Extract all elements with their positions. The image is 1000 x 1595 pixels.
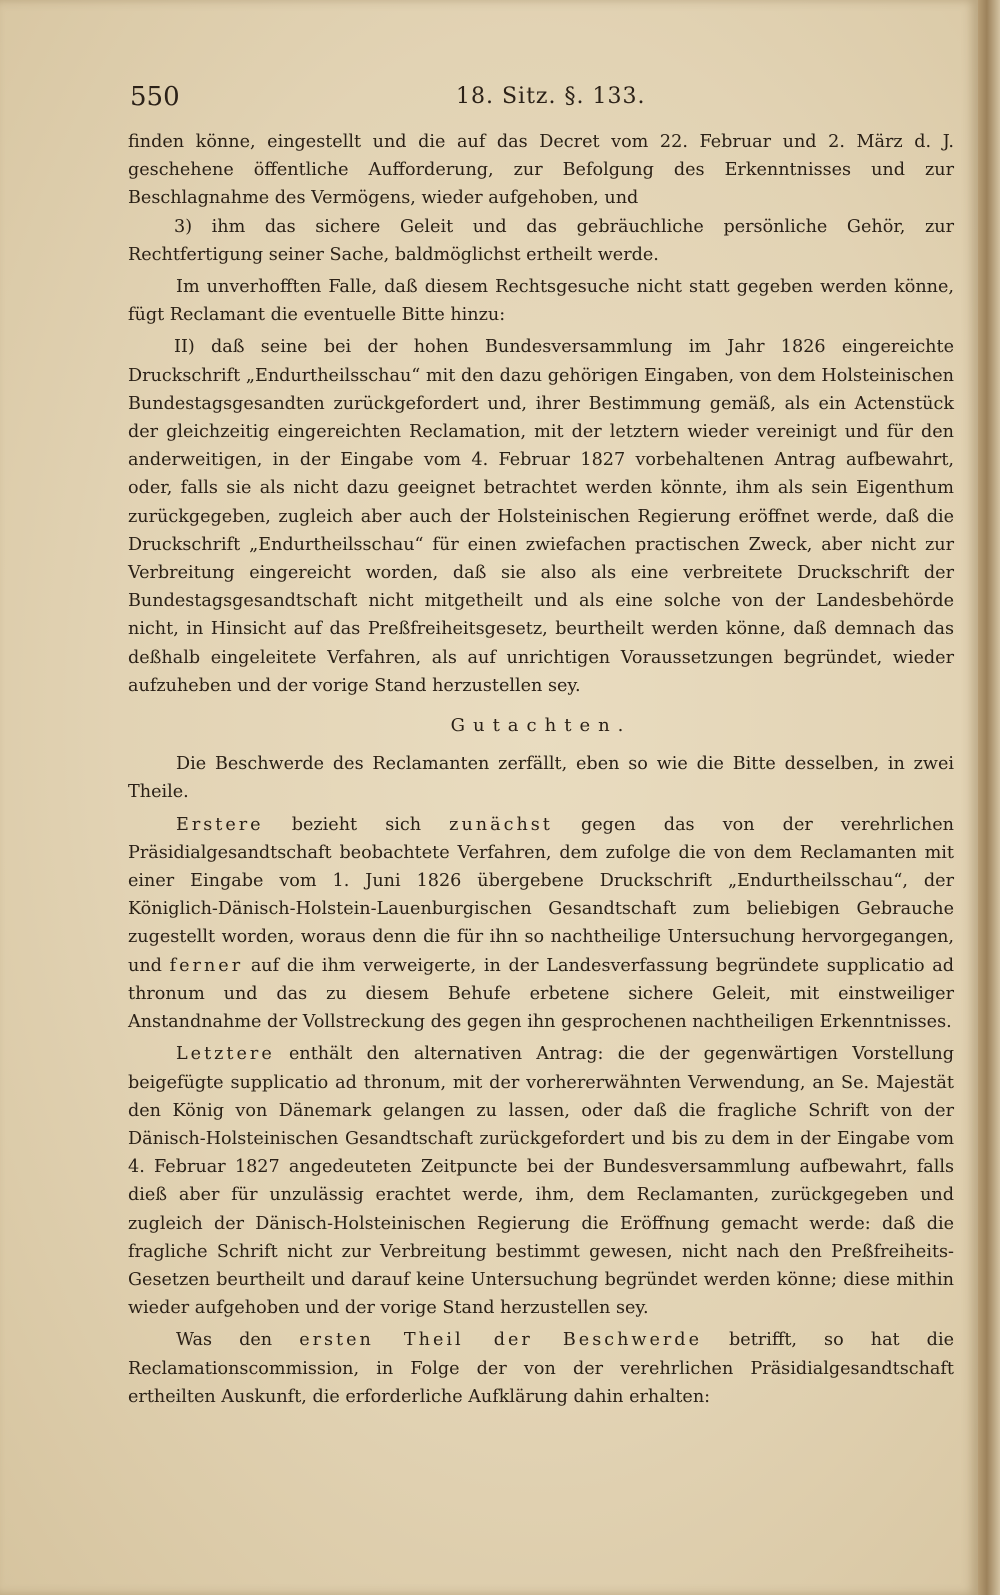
section-title: Gutachten. (450, 715, 632, 737)
page-number: 550 (130, 82, 180, 112)
paragraph-text: gegen das von der verehrlichen Präsidialgesandtschaft beobachtete Verfahren, dem zufolge die von dem Reclamanten mit einer Eingabe vom 1. Juni 1826 übergebene Druckschrift „Endurtheilsschau“, der Königlich-Dänisch-Holstein-Lauenburgischen Gesandtschaft zum beliebigen Gebrauche zugestellt worden, woraus denn die für ihn so nachtheilige Untersuchung hervorgegangen, und (128, 814, 954, 976)
page-edge (978, 0, 1000, 1595)
numbered-item-II: II) daß seine bei der hohen Bundesversammlung im Jahr 1826 eingereichte Druckschrift „Endurtheilsschau“ mit den dazu gehörigen Eingaben, von dem Holsteinischen Bundestagsgesandten zurückgefordert und, ihrer Bestimmung gemäß, als ein Actenstück der gleichzeitig eingereichten Reclamation, mit der letztern wieder vereinigt und für den anderweitigen, in der Eingabe vom 4. Februar 1827 vorbehaltenen Antrag aufbewahrt, oder, falls sie als nicht dazu geeignet betrachtet werden könnte, ihm als sein Eigenthum zurückgegeben, zugleich aber auch der Holsteinischen Regierung eröffnet werde, daß die Druckschrift „Endurtheilsschau“ für einen zwiefachen practischen Zweck, aber nicht zur Verbreitung eingereicht worden, daß sie also als eine verbreitete Druckschrift der Bundestagsgesandtschaft nicht mitgetheilt und als eine solche von der Landesbehörde nicht, in Hinsicht auf das Preßfreiheitsgesetz, beurtheilt werden könne, daß demnach das deßhalb eingeleitete Verfahren, als auf unrichtigen Voraussetzungen begründet, wieder aufzuheben und der vorige Stand herzustellen sey. (128, 337, 954, 696)
paragraph-complaint-parts: Die Beschwerde des Reclamanten zerfällt, eben so wie die Bitte desselben, in zwei Theile. (128, 754, 954, 803)
paragraph-text: betrifft, so hat die Reclamationscommission, in Folge der von der verehrlichen Präsidialgesandtschaft ertheilten Auskunft, die erforderliche Aufklärung dahin erhalten: (128, 1330, 954, 1407)
page-header (130, 82, 950, 118)
running-title: 18. Sitz. §. 133. (456, 84, 646, 109)
paragraph-first-part-response (128, 1326, 954, 1411)
paragraph-text: enthält den alternativen Antrag: die der gegenwärtigen Vorstellung beigefügte supplicatio ad thronum, mit der vorhererwähnten Verwendung, an Se. Majestät den König von Dänemark gelangen zu lassen, oder daß die fragliche Schrift von der Dänisch-Holsteinischen Gesandtschaft zurückgefordert und bis zu dem in der Eingabe vom 4. Februar 1827 angedeuteten Zeitpuncte bei der Bundesversammlung aufbewahrt, falls dieß aber für unzulässig erachtet werde, ihm, dem Reclamanten, zurückgegeben und zugleich der Dänisch-Holsteinischen Regierung die Eröffnung gemacht werde: daß die fragliche Schrift nicht zur Verbreitung bestimmt gewesen, nicht nach den Preßfreiheits-Gesetzen beurtheilt und darauf keine Untersuchung begründet werden könne; diese mithin wieder aufgehoben und der vorige Stand herzustellen sey. (128, 1044, 954, 1319)
paragraph-first-part (128, 811, 954, 1037)
emphasis-ersten-theil: ersten Theil der Beschwerde (299, 1330, 702, 1351)
paragraph-text: auf die ihm verweigerte, in der Landesverfassung begründete supplicatio ad thronum und das zu diesem Behufe erbetene sichere Geleit, mit einstweiliger Anstandnahme der Vollstreckung des gegen ihn gesprochenen nachtheiligen Erkenntnisses. (128, 955, 954, 1033)
emphasis-ferner: ferner (169, 955, 244, 976)
paragraph-text: bezieht sich (263, 814, 450, 835)
emphasis-letztere: Letztere (176, 1044, 275, 1065)
emphasis-erstere: Erstere (176, 814, 264, 835)
paragraph-eventual-request: Im unverhofften Falle, daß diesem Rechtsgesuche nicht statt gegeben werden könne, fügt Reclamant die eventuelle Bitte hinzu: (128, 277, 954, 326)
page-body (128, 128, 954, 1411)
paragraph-second-part (128, 1040, 954, 1322)
numbered-item-3: 3) ihm das sichere Geleit und das gebräuchliche persönliche Gehör, zur Rechtfertigung seiner Sache, baldmöglichst ertheilt werde. (128, 216, 954, 265)
paragraph-continuation: finden könne, eingestellt und die auf das Decret vom 22. Februar und 2. März d. J. geschehene öffentliche Aufforderung, zur Befolgung des Erkenntnisses und zur Beschlagnahme des Vermögens, wieder aufgehoben, und (128, 132, 954, 209)
paragraph-text: Was den (176, 1330, 300, 1351)
emphasis-zunaechst: zunächst (449, 814, 553, 835)
